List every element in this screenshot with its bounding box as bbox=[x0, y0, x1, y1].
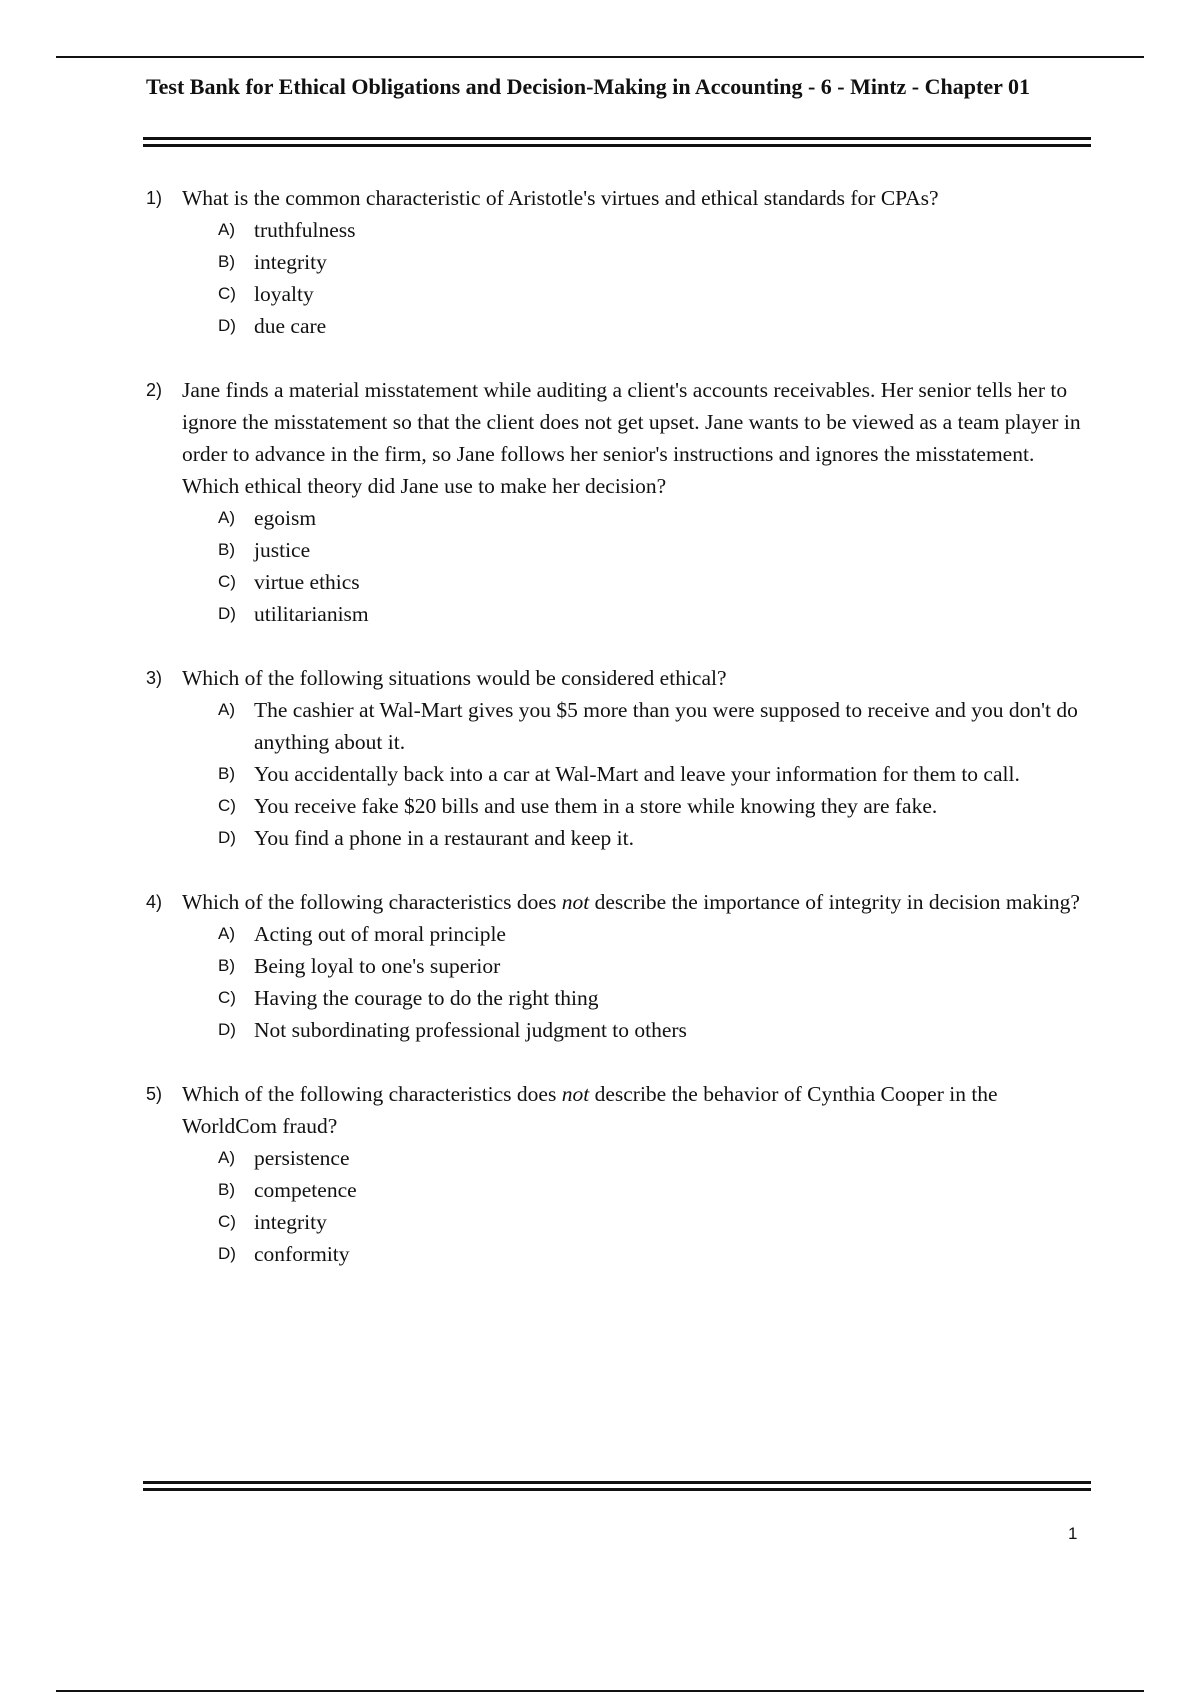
option-text: egoism bbox=[254, 506, 317, 530]
question-number: 2) bbox=[146, 380, 163, 400]
answer-option bbox=[218, 310, 1086, 342]
answer-options bbox=[218, 918, 1086, 1046]
answer-option bbox=[218, 950, 1086, 982]
option-letter: C) bbox=[218, 572, 236, 591]
option-text: Being loyal to one's superior bbox=[254, 954, 501, 978]
option-text: loyalty bbox=[254, 282, 314, 306]
answer-options bbox=[218, 1142, 1086, 1270]
footer-double-rule bbox=[143, 1481, 1091, 1491]
option-text: virtue ethics bbox=[254, 570, 360, 594]
option-letter: D) bbox=[218, 828, 236, 847]
question-number: 3) bbox=[146, 668, 163, 688]
answer-options bbox=[218, 502, 1086, 630]
option-letter: D) bbox=[218, 316, 236, 335]
answer-options bbox=[218, 694, 1086, 854]
answer-option bbox=[218, 566, 1086, 598]
option-letter: B) bbox=[218, 1180, 235, 1199]
option-text: due care bbox=[254, 314, 327, 338]
answer-options bbox=[218, 214, 1086, 342]
answer-option bbox=[218, 598, 1086, 630]
question-text: Which of the following characteristics does not describe the importance of integrity in decision making? bbox=[182, 890, 1080, 914]
answer-option bbox=[218, 1014, 1086, 1046]
question-2 bbox=[146, 374, 1086, 630]
answer-option bbox=[218, 694, 1086, 758]
question-number: 5) bbox=[146, 1084, 163, 1104]
page-bottom-rule bbox=[56, 1690, 1144, 1692]
option-text: Acting out of moral principle bbox=[254, 922, 506, 946]
option-letter: B) bbox=[218, 252, 235, 271]
option-letter: D) bbox=[218, 1244, 236, 1263]
question-text: Which of the following situations would be considered ethical? bbox=[182, 666, 727, 690]
question-4 bbox=[146, 886, 1086, 1046]
question-1 bbox=[146, 182, 1086, 342]
answer-option bbox=[218, 1142, 1086, 1174]
option-text: truthfulness bbox=[254, 218, 356, 242]
answer-option bbox=[218, 982, 1086, 1014]
answer-option bbox=[218, 502, 1086, 534]
option-text: persistence bbox=[254, 1146, 350, 1170]
document-title: Test Bank for Ethical Obligations and Decision-Making in Accounting - 6 - Mintz - Chapter 01 bbox=[146, 74, 1030, 99]
answer-option bbox=[218, 1238, 1086, 1270]
option-text: Not subordinating professional judgment to others bbox=[254, 1018, 687, 1042]
option-text: justice bbox=[254, 538, 311, 562]
answer-option bbox=[218, 1174, 1086, 1206]
option-text: You find a phone in a restaurant and keep it. bbox=[254, 826, 634, 850]
option-letter: D) bbox=[218, 604, 236, 623]
option-text: The cashier at Wal-Mart gives you $5 more than you were supposed to receive and you don't do anything about it. bbox=[254, 698, 1078, 754]
question-list bbox=[146, 182, 1086, 1302]
header-double-rule bbox=[143, 137, 1091, 147]
emphasis-not: not bbox=[561, 890, 590, 914]
option-letter: C) bbox=[218, 796, 236, 815]
option-letter: D) bbox=[218, 1020, 236, 1039]
option-letter: A) bbox=[218, 220, 235, 239]
answer-option bbox=[218, 1206, 1086, 1238]
option-text: You accidentally back into a car at Wal-Mart and leave your information for them to call. bbox=[254, 762, 1020, 786]
question-3 bbox=[146, 662, 1086, 854]
answer-option bbox=[218, 822, 1086, 854]
answer-option bbox=[218, 790, 1086, 822]
question-number: 4) bbox=[146, 892, 163, 912]
answer-option bbox=[218, 758, 1086, 790]
question-text: Which of the following characteristics does not describe the behavior of Cynthia Cooper in the WorldCom fraud? bbox=[182, 1082, 998, 1138]
option-text: integrity bbox=[254, 250, 327, 274]
answer-option bbox=[218, 214, 1086, 246]
option-letter: C) bbox=[218, 1212, 236, 1231]
option-letter: B) bbox=[218, 540, 235, 559]
answer-option bbox=[218, 918, 1086, 950]
option-letter: A) bbox=[218, 508, 235, 527]
option-letter: C) bbox=[218, 988, 236, 1007]
option-text: Having the courage to do the right thing bbox=[254, 986, 599, 1010]
option-letter: C) bbox=[218, 284, 236, 303]
answer-option bbox=[218, 278, 1086, 310]
option-letter: A) bbox=[218, 1148, 235, 1167]
question-5 bbox=[146, 1078, 1086, 1270]
question-text: Jane finds a material misstatement while auditing a client's accounts receivables. Her senior tells her to ignore the misstatement so that the client does not get upset. Jane wants to be viewed as a team player in order to advance in the firm, so Jane follows her senior's instructions and ignores the misstatement. Which ethical theory did Jane use to make her decision? bbox=[182, 378, 1081, 498]
option-letter: B) bbox=[218, 764, 235, 783]
answer-option bbox=[218, 246, 1086, 278]
question-text: What is the common characteristic of Aristotle's virtues and ethical standards for CPAs? bbox=[182, 186, 939, 210]
answer-option bbox=[218, 534, 1086, 566]
option-letter: A) bbox=[218, 924, 235, 943]
question-number: 1) bbox=[146, 188, 163, 208]
option-text: utilitarianism bbox=[254, 602, 369, 626]
option-text: conformity bbox=[254, 1242, 350, 1266]
option-letter: A) bbox=[218, 700, 235, 719]
option-text: You receive fake $20 bills and use them in a store while knowing they are fake. bbox=[254, 794, 938, 818]
emphasis-not: not bbox=[561, 1082, 590, 1106]
option-text: competence bbox=[254, 1178, 357, 1202]
page-top-rule bbox=[56, 56, 1144, 58]
option-text: integrity bbox=[254, 1210, 327, 1234]
option-letter: B) bbox=[218, 956, 235, 975]
page-number: 1 bbox=[1068, 1524, 1078, 1543]
